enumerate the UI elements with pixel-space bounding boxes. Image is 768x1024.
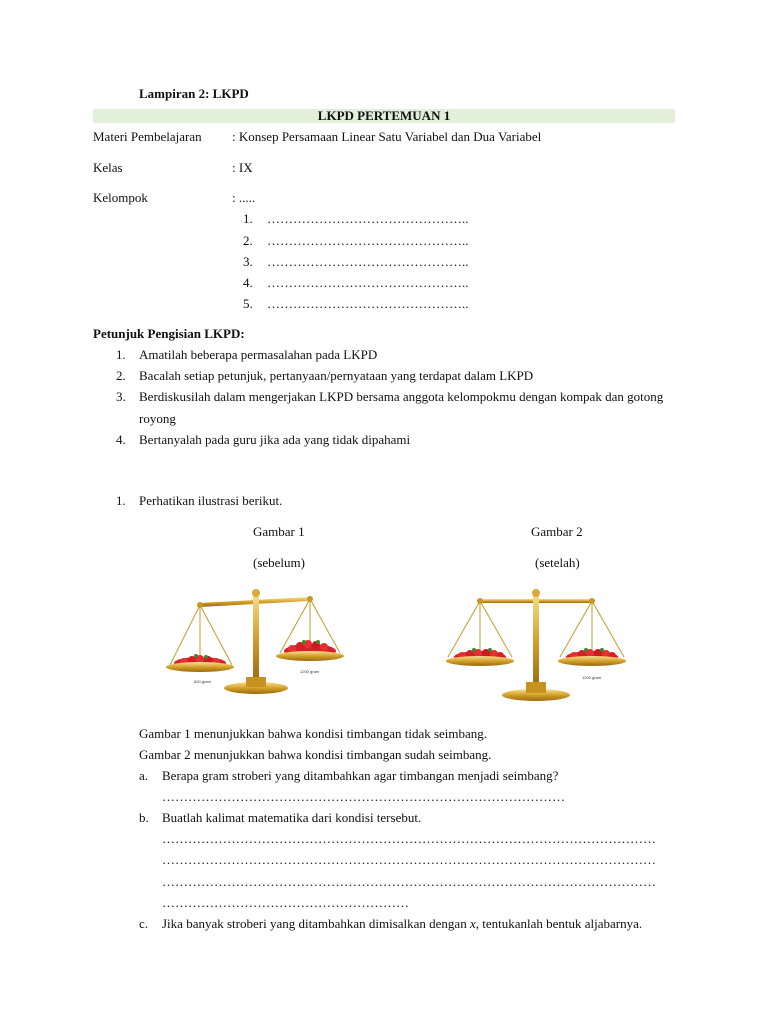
scale-image-balanced: [440, 585, 632, 705]
subquestion-letter: b.: [139, 810, 149, 825]
kelas-label: Kelas: [93, 160, 123, 175]
list-item: Amatilah beberapa permasalahan pada LKPD: [139, 347, 378, 362]
member-field[interactable]: ………………………………………..: [267, 211, 469, 226]
subquestion-b-text: Buatlah kalimat matematika dari kondisi tersebut.: [162, 810, 422, 825]
answer-field-b[interactable]: ……………………………………………………………………………………………………: [162, 831, 656, 846]
materi-label: Materi Pembelajaran: [93, 129, 202, 144]
list-number: 2.: [116, 368, 126, 383]
scale-image-unbalanced: [160, 585, 350, 700]
list-item: Bacalah setiap petunjuk, pertanyaan/pernyataan yang terdapat dalam LKPD: [139, 368, 534, 383]
variable-x: x: [469, 916, 476, 931]
list-number: 3.: [116, 389, 126, 404]
list-item: Bertanyalah pada guru jika ada yang tidak dipahami: [139, 432, 411, 447]
member-number: 5.: [243, 296, 253, 311]
subquestion-c-text-part: , tentukanlah bentuk aljabarnya.: [475, 916, 643, 931]
member-number: 2.: [243, 233, 253, 248]
member-number: 4.: [243, 275, 253, 290]
gambar1-subtitle: (sebelum): [253, 555, 305, 570]
list-item-continuation: royong: [139, 411, 176, 426]
gambar2-description: Gambar 2 menunjukkan bahwa kondisi timbangan sudah seimbang.: [139, 747, 492, 762]
list-number: 4.: [116, 432, 126, 447]
left-pan-label: 600 gram: [194, 679, 211, 684]
gambar2-subtitle: (setelah): [535, 555, 580, 570]
gambar1-title: Gambar 1: [253, 524, 305, 539]
gambar1-description: Gambar 1 menunjukkan bahwa kondisi timbangan tidak seimbang.: [139, 726, 488, 741]
member-field[interactable]: ………………………………………..: [267, 254, 469, 269]
kelas-value: : IX: [232, 160, 253, 175]
kelompok-label: Kelompok: [93, 190, 148, 205]
question-number: 1.: [116, 493, 126, 508]
subquestion-c-text: [162, 916, 642, 932]
answer-field-b[interactable]: ……………………………………………………………………………………………………: [162, 852, 656, 867]
member-field[interactable]: ………………………………………..: [267, 233, 469, 248]
title-bar: [93, 109, 675, 123]
worksheet-title: LKPD PERTEMUAN 1: [317, 108, 451, 123]
question-intro: Perhatikan ilustrasi berikut.: [139, 493, 283, 508]
answer-field-b[interactable]: …………………………………………………: [162, 895, 409, 910]
answer-field-a[interactable]: …………………………………………………………………………………: [162, 789, 565, 804]
subquestion-a-text: Berapa gram stroberi yang ditambahkan agar timbangan menjadi seimbang?: [162, 768, 559, 783]
petunjuk-title: Petunjuk Pengisian LKPD:: [93, 326, 245, 341]
member-number: 1.: [243, 211, 253, 226]
lampiran-label: Lampiran 2: LKPD: [139, 86, 249, 101]
list-item: Berdiskusilah dalam mengerjakan LKPD bersama anggota kelompokmu dengan kompak dan gotong: [139, 389, 664, 404]
materi-value: : Konsep Persamaan Linear Satu Variabel dan Dua Variabel: [232, 129, 542, 144]
subquestion-c-text-part: Jika banyak stroberi yang ditambahkan dimisalkan dengan: [162, 916, 470, 931]
member-field[interactable]: ………………………………………..: [267, 275, 469, 290]
right-pan-label: 1200 gram: [300, 669, 320, 674]
member-field[interactable]: ………………………………………..: [267, 296, 469, 311]
gambar2-title: Gambar 2: [531, 524, 583, 539]
subquestion-letter: c.: [139, 916, 149, 931]
list-number: 1.: [116, 347, 126, 362]
kelompok-value: : .....: [232, 190, 256, 205]
member-number: 3.: [243, 254, 253, 269]
right-pan-label: 1200 gram: [582, 675, 602, 680]
answer-field-b[interactable]: ……………………………………………………………………………………………………: [162, 874, 656, 889]
subquestion-letter: a.: [139, 768, 149, 783]
